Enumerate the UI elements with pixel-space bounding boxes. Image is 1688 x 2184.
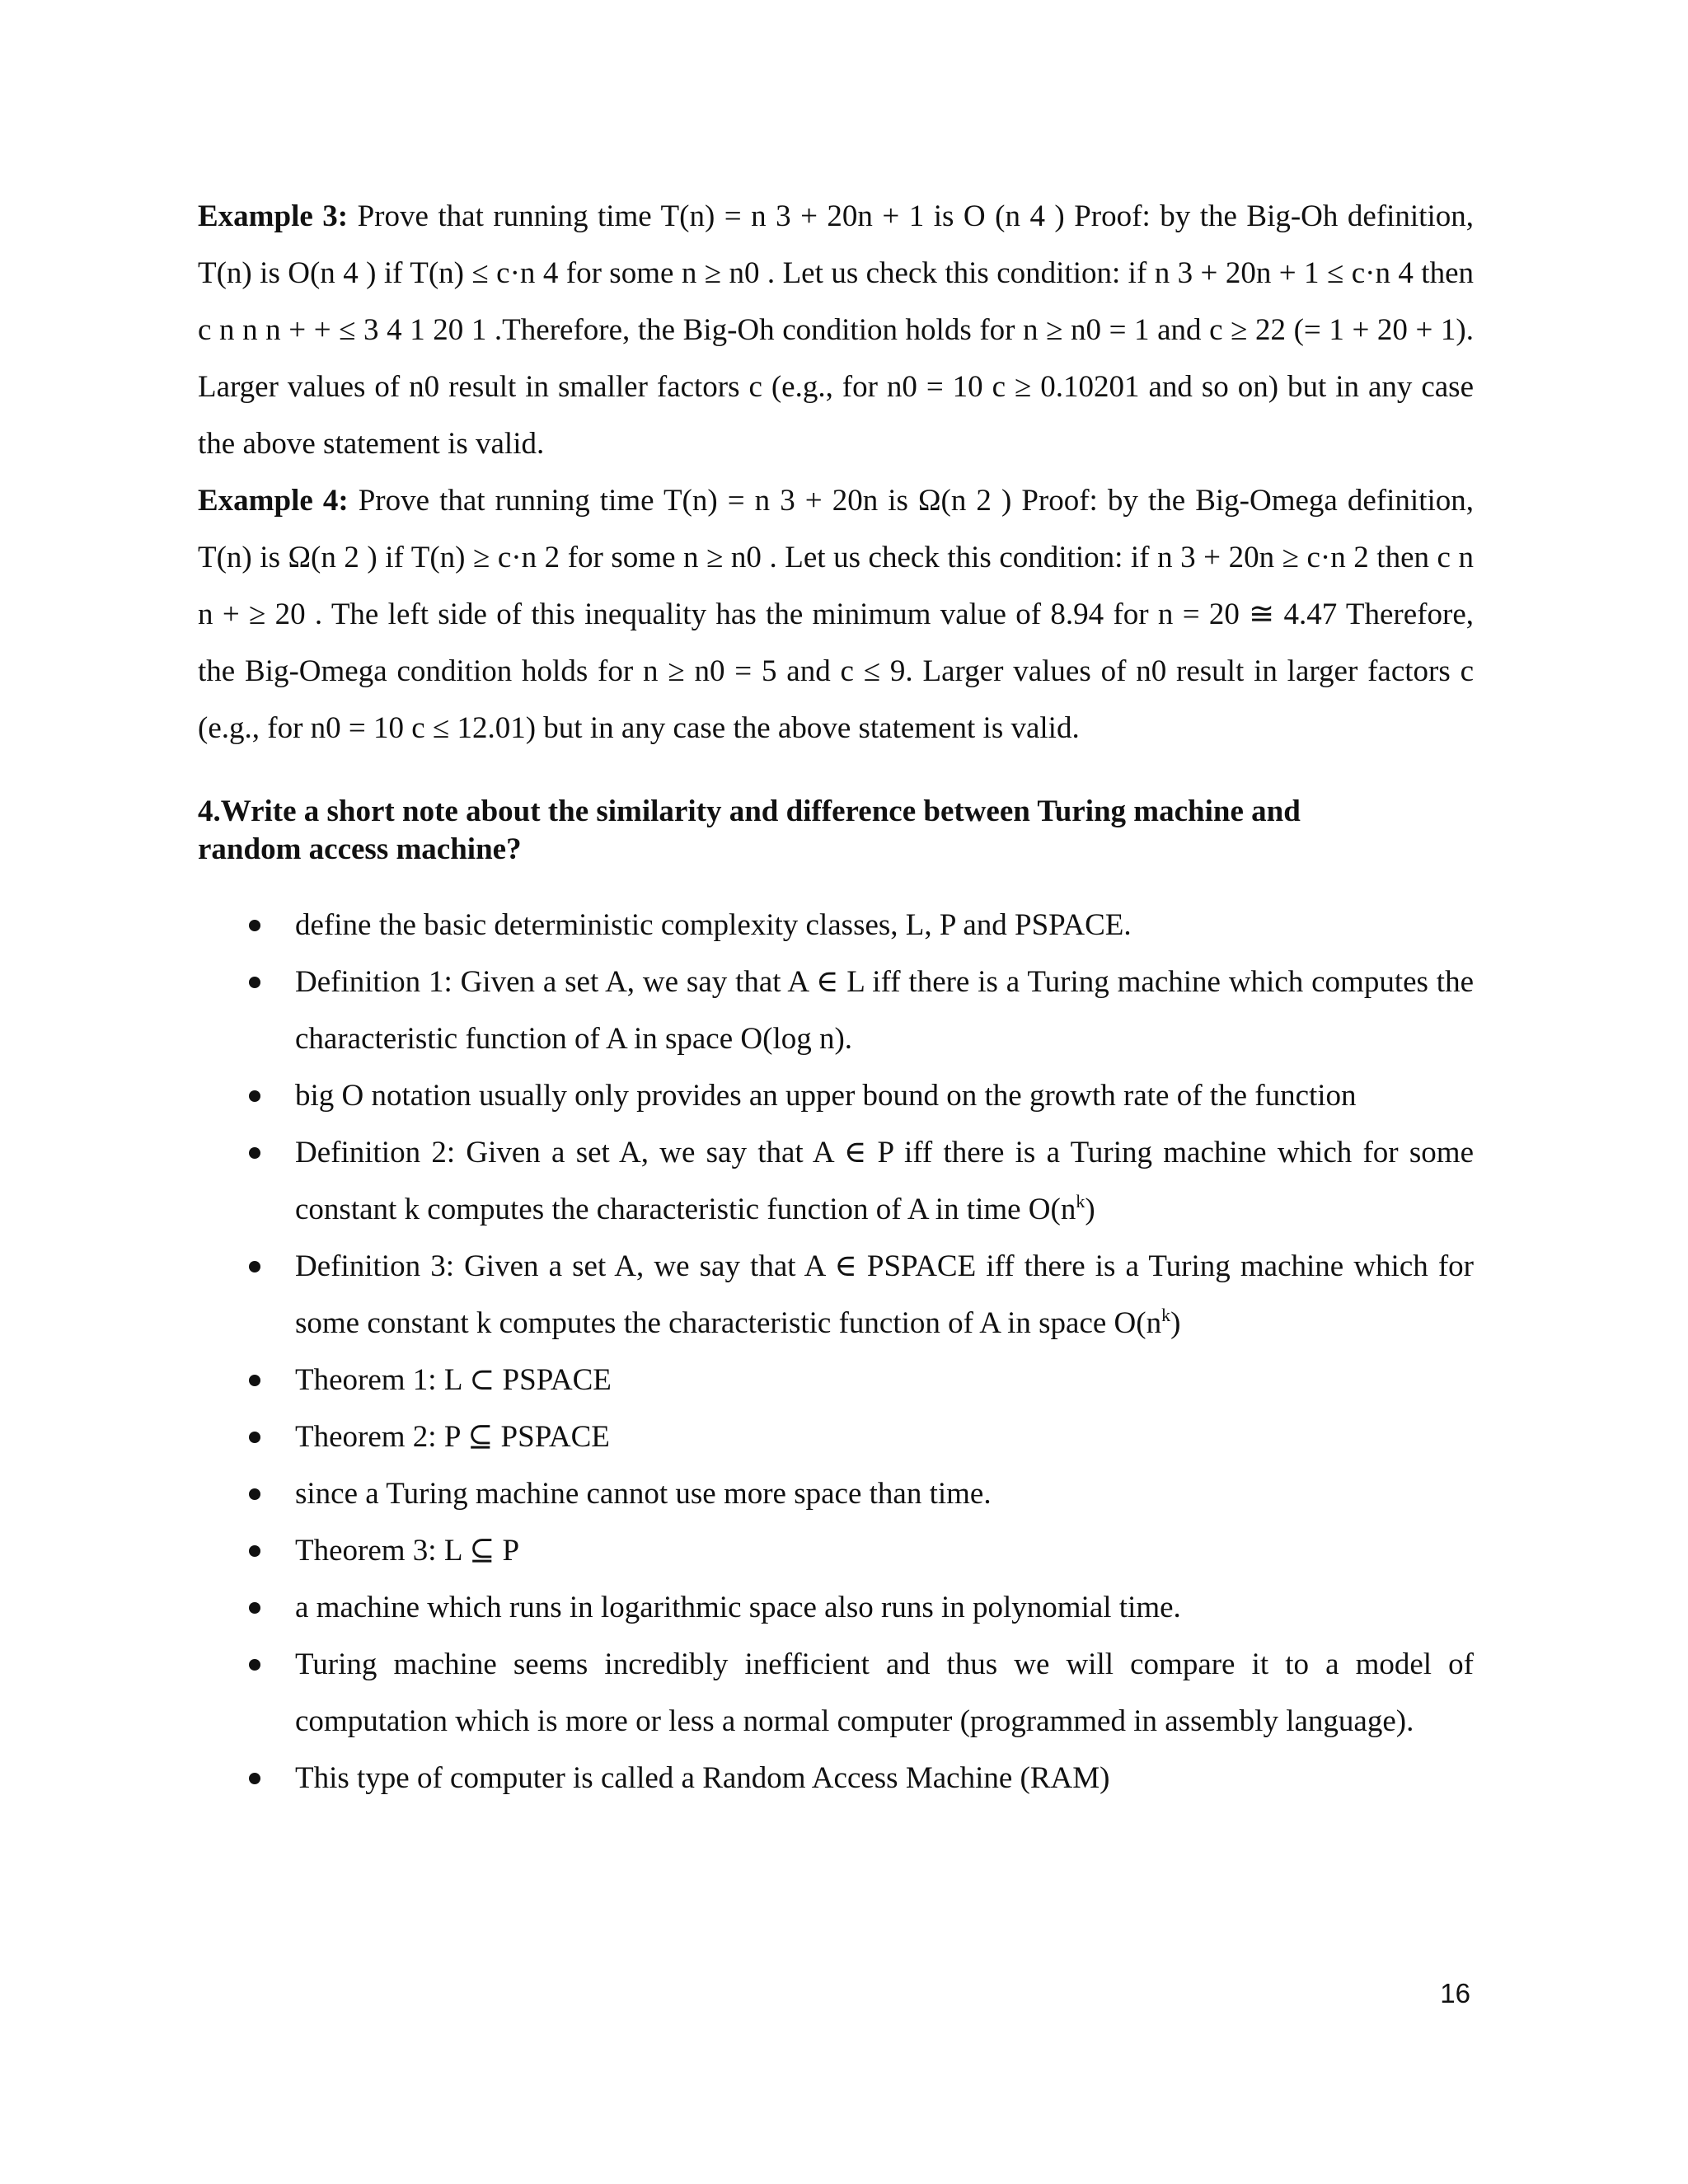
question-heading-line-2: random access machine? xyxy=(198,832,522,866)
list-item-text: Theorem 1: L ⊂ PSPACE xyxy=(295,1363,612,1397)
example-4-label: Example 4: xyxy=(198,484,349,518)
example-3-label: Example 3: xyxy=(198,199,349,233)
list-item xyxy=(198,1636,1474,1750)
bullet-icon xyxy=(249,977,260,988)
list-item xyxy=(198,1238,1474,1352)
list-item-text: This type of computer is called a Random Access Machine (RAM) xyxy=(295,1761,1110,1795)
list-item xyxy=(198,1067,1474,1124)
list-item-text: Definition 1: Given a set A, we say that A ∈ L iff there is a Turing machine which computes the characteristic function of A in space O(log n). xyxy=(295,965,1474,1056)
question-heading-line-1: 4.Write a short note about the similarity and difference between Turing machine and xyxy=(198,794,1301,828)
bullet-icon xyxy=(249,1090,260,1102)
bullet-icon xyxy=(249,920,260,931)
question-heading xyxy=(198,793,1474,869)
list-item xyxy=(198,897,1474,954)
list-item-text: Turing machine seems incredibly inefficient and thus we will compare it to a model of computation which is more or less a normal computer (programmed in assembly language). xyxy=(295,1647,1474,1738)
list-item-text: since a Turing machine cannot use more space than time. xyxy=(295,1477,992,1511)
bullet-list xyxy=(198,897,1474,1807)
list-item-text: define the basic deterministic complexity classes, L, P and PSPACE. xyxy=(295,908,1132,942)
closing-paren: ) xyxy=(1085,1193,1095,1226)
bullet-icon xyxy=(249,1659,260,1671)
list-item-text: a machine which runs in logarithmic space also runs in polynomial time. xyxy=(295,1591,1181,1624)
list-item xyxy=(198,1408,1474,1465)
list-item-text: Definition 2: Given a set A, we say that A ∈ P iff there is a Turing machine which for some constant k computes the characteristic function of A in time O(n xyxy=(295,1136,1474,1226)
list-item-text: Theorem 3: L ⊆ P xyxy=(295,1534,520,1568)
superscript-k: k xyxy=(1161,1305,1171,1325)
example-4-text: Prove that running time T(n) = n 3 + 20n is Ω(n 2 ) Proof: by the Big-Omega definition, T(n) is Ω(n 2 ) if T(n) ≥ c·n 2 for some n ≥ n0 . Let us check this condition: if n 3 + 20n ≥ c·n 2 then c n n + ≥ 20 . The left side of this inequality has the minimum value of 8.94 for n = 20 ≅ 4.47 Therefore, the Big-Omega condition holds for n ≥ n0 = 5 and c ≤ 9. Larger values of n0 result in larger factors c (e.g., for n0 = 10 c ≤ 12.01) but in any case the above statement is valid. xyxy=(198,484,1475,745)
list-item xyxy=(198,1579,1474,1636)
list-item-text: Definition 3: Given a set A, we say that A ∈ PSPACE iff there is a Turing machine which for some constant k computes the characteristic function of A in space O(n xyxy=(295,1249,1474,1340)
example-3-text: Prove that running time T(n) = n 3 + 20n + 1 is O (n 4 ) Proof: by the Big-Oh definition, T(n) is O(n 4 ) if T(n) ≤ c·n 4 for some n ≥ n0 . Let us check this condition: if n 3 + 20n + 1 ≤ c·n 4 then c n n n + + ≤ 3 4 1 20 1 .Therefore, the Big-Oh condition holds for n ≥ n0 = 1 and c ≥ 22 (= 1 + 20 + 1). Larger values of n0 result in smaller factors c (e.g., for n0 = 10 c ≥ 0.10201 and so on) but in any case the above statement is valid. xyxy=(198,199,1474,461)
bullet-icon xyxy=(249,1488,260,1500)
example-4-paragraph xyxy=(198,472,1474,757)
bullet-icon xyxy=(249,1432,260,1443)
closing-paren: ) xyxy=(1170,1306,1181,1340)
list-item xyxy=(198,1465,1474,1522)
superscript-k: k xyxy=(1076,1191,1085,1212)
list-item xyxy=(198,1750,1474,1807)
list-item xyxy=(198,1352,1474,1408)
list-item-text: Theorem 2: P ⊆ PSPACE xyxy=(295,1420,610,1454)
bullet-icon xyxy=(249,1375,260,1386)
example-3-paragraph xyxy=(198,188,1474,472)
bullet-icon xyxy=(249,1545,260,1557)
page-number: 16 xyxy=(1440,1978,1470,2008)
bullet-icon xyxy=(249,1261,260,1272)
list-item xyxy=(198,1124,1474,1238)
document-page xyxy=(198,188,1474,1807)
bullet-icon xyxy=(249,1147,260,1159)
bullet-icon xyxy=(249,1773,260,1784)
list-item-text: big O notation usually only provides an upper bound on the growth rate of the function xyxy=(295,1079,1357,1113)
bullet-icon xyxy=(249,1602,260,1614)
list-item xyxy=(198,954,1474,1067)
list-item xyxy=(198,1522,1474,1579)
